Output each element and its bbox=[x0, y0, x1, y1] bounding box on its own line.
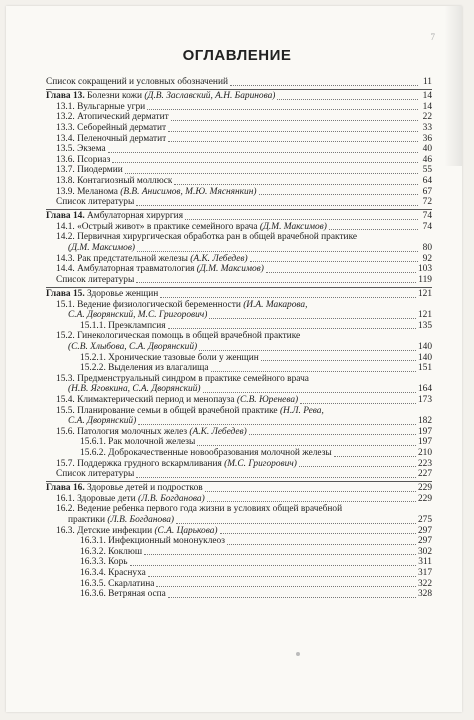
dot-leader bbox=[168, 140, 418, 142]
toc-entry-text bbox=[68, 243, 135, 254]
toc-subsection-entry[interactable] bbox=[46, 363, 432, 374]
toc-entry-text bbox=[80, 448, 332, 459]
toc-entry-text bbox=[56, 374, 309, 385]
toc-entry-text bbox=[80, 579, 154, 590]
toc-entry-text bbox=[80, 321, 166, 332]
page-number: 121 bbox=[417, 310, 432, 321]
toc-section-entry[interactable] bbox=[46, 243, 432, 254]
toc-entry-text bbox=[80, 589, 166, 600]
dot-leader bbox=[156, 585, 416, 587]
dot-leader bbox=[209, 317, 416, 319]
entry-authors: С.А. Дворянский, М.С. Григорович) bbox=[68, 310, 208, 321]
page-number: 64 bbox=[422, 175, 432, 186]
toc-entry-text bbox=[56, 406, 324, 417]
toc-entry-text bbox=[56, 427, 247, 438]
toc-section-entry[interactable] bbox=[46, 197, 432, 208]
toc-section-entry[interactable] bbox=[46, 112, 432, 123]
toc-section-entry[interactable] bbox=[46, 264, 432, 275]
page-number: 14 bbox=[422, 101, 432, 112]
page-number: 311 bbox=[418, 557, 432, 568]
dot-leader bbox=[261, 359, 416, 361]
toc-section-entry[interactable] bbox=[46, 187, 432, 198]
toc-chapter-entry[interactable] bbox=[46, 289, 432, 300]
dot-leader bbox=[171, 119, 418, 121]
dot-leader bbox=[259, 193, 418, 195]
page-number: 14 bbox=[422, 91, 432, 102]
page-number: 229 bbox=[417, 483, 432, 494]
chapter-number: Глава 14. bbox=[46, 211, 85, 222]
toc-entry-text bbox=[56, 254, 248, 265]
section-divider bbox=[46, 287, 432, 288]
toc-section-entry[interactable] bbox=[46, 526, 432, 537]
entry-title: 16.3.1. Инфекционный мононуклеоз bbox=[80, 536, 225, 547]
page-number: 223 bbox=[417, 458, 432, 469]
chapter-number: Глава 15. bbox=[46, 289, 85, 300]
section-divider bbox=[46, 481, 432, 482]
entry-title: 13.6. Псориаз bbox=[56, 154, 111, 165]
dot-leader bbox=[197, 444, 416, 446]
page-number: 229 bbox=[417, 493, 432, 504]
toc-section-entry[interactable] bbox=[46, 254, 432, 265]
toc-subsection-entry[interactable] bbox=[46, 557, 432, 568]
toc-subsection-entry[interactable] bbox=[46, 448, 432, 459]
page-number: 22 bbox=[422, 112, 432, 123]
page-number: 227 bbox=[417, 469, 432, 480]
toc-section-entry[interactable] bbox=[46, 406, 432, 417]
toc-entry-text bbox=[56, 264, 264, 275]
entry-title: Список литературы bbox=[56, 469, 135, 480]
toc-entry-text bbox=[68, 310, 207, 321]
entry-title: 15.6.1. Рак молочной железы bbox=[80, 437, 196, 448]
dot-leader bbox=[250, 260, 418, 262]
page-number: 317 bbox=[417, 568, 432, 579]
entry-title: 16.3.3. Корь bbox=[80, 557, 128, 568]
entry-authors: (М.С. Григорович) bbox=[224, 458, 297, 469]
page-title: ОГЛАВЛЕНИЕ bbox=[182, 47, 292, 64]
dot-leader bbox=[205, 490, 416, 492]
entry-title: 15.2.1. Хронические тазовые боли у женщин bbox=[80, 352, 259, 363]
dot-leader bbox=[207, 500, 416, 502]
toc-entry-text bbox=[56, 144, 106, 155]
entry-title: 15.3. Предменструальный синдром в практике семейного врача bbox=[56, 373, 309, 384]
toc-entry-text bbox=[56, 494, 205, 505]
toc-entry-text bbox=[68, 384, 201, 395]
entry-title: 14.1. «Острый живот» в практике семейного врача bbox=[56, 221, 260, 232]
toc-section-entry[interactable] bbox=[46, 427, 432, 438]
toc-subsection-entry[interactable] bbox=[46, 547, 432, 558]
toc-entry-text bbox=[80, 353, 259, 364]
toc-entry-text bbox=[56, 187, 257, 198]
dot-leader bbox=[185, 218, 418, 220]
page-number: 140 bbox=[417, 352, 432, 363]
toc-entry-text bbox=[56, 232, 357, 243]
page-number: 197 bbox=[417, 426, 432, 437]
page-number-mark: 7 bbox=[430, 32, 436, 42]
dot-leader bbox=[211, 370, 416, 372]
page-number: 33 bbox=[422, 122, 432, 133]
toc-subsection-entry[interactable] bbox=[46, 353, 432, 364]
entry-title: 16.3.5. Скарлатина bbox=[80, 578, 155, 589]
entry-title: 16.3.6. Ветряная оспа bbox=[80, 589, 166, 600]
entry-authors: (Д.М. Максимов) bbox=[196, 264, 264, 275]
toc-section-entry[interactable] bbox=[46, 469, 432, 480]
page-number: 173 bbox=[417, 394, 432, 405]
toc-chapter-entry[interactable] bbox=[46, 77, 432, 88]
toc-entry-text bbox=[56, 102, 145, 113]
chapter-number: Глава 13. bbox=[46, 91, 85, 102]
toc-entry-text bbox=[68, 342, 197, 353]
entry-authors: (Л.В. Богданова) bbox=[138, 493, 205, 504]
entry-title: 13.8. Контагиозный моллюск bbox=[56, 175, 173, 186]
toc-section-entry[interactable] bbox=[46, 515, 432, 526]
dot-leader bbox=[136, 476, 416, 478]
entry-title: 16.1. Здоровые дети bbox=[56, 493, 139, 504]
toc-entry-text bbox=[56, 222, 327, 233]
entry-authors: С.А. Дворянский) bbox=[68, 416, 137, 427]
toc-entry-text bbox=[56, 112, 169, 123]
toc-entry-text bbox=[56, 134, 166, 145]
dot-leader bbox=[249, 433, 416, 435]
toc-section-entry[interactable] bbox=[46, 374, 432, 385]
entry-title: Список литературы bbox=[56, 274, 135, 285]
dot-leader bbox=[266, 271, 416, 273]
toc-section-entry[interactable] bbox=[46, 123, 432, 134]
toc-entry-text bbox=[56, 165, 123, 176]
dot-leader bbox=[168, 130, 418, 132]
entry-authors: (И.А. Макарова, bbox=[243, 299, 308, 310]
toc-section-entry[interactable] bbox=[46, 504, 432, 515]
entry-title: 15.7. Поддержка грудного вскармливания bbox=[56, 458, 225, 469]
toc-chapter-entry[interactable] bbox=[46, 211, 432, 222]
page-number: 36 bbox=[422, 133, 432, 144]
toc-entry-text bbox=[80, 547, 142, 558]
entry-title: 13.2. Атопический дерматит bbox=[56, 112, 169, 123]
page-number: 11 bbox=[422, 77, 432, 87]
entry-title: 15.2. Гинекологическая помощь в общей врачебной практике bbox=[56, 331, 301, 342]
section-divider bbox=[46, 209, 432, 210]
entry-title: 15.6.2. Доброкачественные новообразования молочной железы bbox=[80, 447, 332, 458]
toc-entry-text bbox=[56, 300, 307, 311]
entry-title: 13.4. Пеленочный дерматит bbox=[56, 133, 167, 144]
toc-subsection-entry[interactable] bbox=[46, 536, 432, 547]
dot-leader bbox=[137, 250, 418, 252]
page-number: 135 bbox=[417, 320, 432, 331]
toc-subsection-entry[interactable] bbox=[46, 589, 432, 600]
page-number: 92 bbox=[422, 253, 432, 264]
toc-entry-text bbox=[80, 363, 209, 374]
toc-section-entry[interactable] bbox=[46, 459, 432, 470]
entry-title: Амбулаторная хирургия bbox=[84, 211, 184, 222]
entry-title: Болезни кожи bbox=[84, 91, 145, 102]
entry-title: Список литературы bbox=[56, 197, 135, 208]
toc-entry-text bbox=[46, 289, 158, 300]
dot-leader bbox=[300, 402, 416, 404]
toc-section-entry[interactable] bbox=[46, 232, 432, 243]
page-curl-shadow bbox=[444, 6, 462, 166]
entry-title: 16.2. Ведение ребенка первого года жизни в условиях общей врачебной bbox=[56, 504, 343, 515]
dot-leader bbox=[277, 98, 418, 100]
dot-leader bbox=[108, 151, 418, 153]
entry-authors: (Н.В. Яговкина, С.А. Дворянский) bbox=[68, 384, 201, 395]
toc-entry-text bbox=[80, 437, 195, 448]
toc-entry-text bbox=[56, 459, 297, 470]
toc-section-entry[interactable] bbox=[46, 155, 432, 166]
toc-section-entry[interactable] bbox=[46, 275, 432, 286]
toc-section-entry[interactable] bbox=[46, 102, 432, 113]
toc-entry-text bbox=[56, 176, 172, 187]
toc-subsection-entry[interactable] bbox=[46, 437, 432, 448]
page-number: 119 bbox=[418, 274, 432, 285]
entry-authors: (Д.В. Заславский, А.Н. Баринова) bbox=[144, 91, 276, 102]
entry-title: 13.9. Меланома bbox=[56, 186, 121, 197]
toc-subsection-entry[interactable] bbox=[46, 568, 432, 579]
toc-entry-text bbox=[68, 515, 174, 526]
toc-entry-text bbox=[46, 77, 228, 88]
entry-title: 15.1.1. Преэклампсия bbox=[80, 320, 166, 331]
dot-leader bbox=[147, 108, 418, 110]
dot-leader bbox=[112, 161, 418, 163]
page-number: 140 bbox=[417, 341, 432, 352]
page-number: 322 bbox=[417, 578, 432, 589]
entry-authors: (С.В. Юренева) bbox=[236, 394, 299, 405]
toc-section-entry[interactable] bbox=[46, 395, 432, 406]
toc-entry-text bbox=[80, 557, 128, 568]
page-number: 164 bbox=[417, 384, 432, 395]
entry-title: 13.5. Экзема bbox=[56, 144, 106, 155]
entry-title: 13.7. Пиодермии bbox=[56, 165, 123, 176]
toc-entry-text bbox=[56, 197, 134, 208]
entry-title: 16.3. Детские инфекции bbox=[56, 525, 155, 536]
toc-entry-text bbox=[56, 331, 300, 342]
toc-entry-text bbox=[80, 568, 146, 579]
toc-subsection-entry[interactable] bbox=[46, 321, 432, 332]
table-of-contents bbox=[46, 77, 432, 600]
toc-entry-text bbox=[56, 395, 298, 406]
page-number: 328 bbox=[417, 589, 432, 600]
entry-title: Здоровье женщин bbox=[84, 289, 159, 300]
page-number: 74 bbox=[422, 221, 432, 232]
dot-leader bbox=[136, 204, 418, 206]
entry-authors: (Н.Л. Рева, bbox=[279, 405, 324, 416]
entry-title: 13.3. Себорейный дерматит bbox=[56, 122, 167, 133]
toc-section-entry[interactable] bbox=[46, 134, 432, 145]
entry-authors: (С.А. Царькова) bbox=[154, 525, 218, 536]
entry-authors: (Д.М. Максимов) bbox=[259, 221, 327, 232]
page-number: 103 bbox=[417, 264, 432, 275]
entry-authors: (Д.М. Максимов) bbox=[68, 243, 136, 254]
toc-entry-text bbox=[56, 504, 342, 515]
entry-authors: (Л.В. Богданова) bbox=[107, 515, 175, 526]
toc-section-entry[interactable] bbox=[46, 310, 432, 321]
page-number: 151 bbox=[417, 363, 432, 374]
entry-title: 13.1. Вульгарные угри bbox=[56, 101, 146, 112]
toc-section-entry[interactable] bbox=[46, 494, 432, 505]
toc-entry-text bbox=[46, 483, 203, 494]
dot-leader bbox=[125, 172, 418, 174]
dot-leader bbox=[130, 564, 417, 566]
toc-entry-text bbox=[68, 416, 136, 427]
page-number: 302 bbox=[417, 546, 432, 557]
toc-chapter-entry[interactable] bbox=[46, 483, 432, 494]
toc-section-entry[interactable] bbox=[46, 165, 432, 176]
dot-leader bbox=[329, 228, 418, 230]
toc-section-entry[interactable] bbox=[46, 222, 432, 233]
toc-entry-text bbox=[56, 275, 134, 286]
entry-title: Список сокращений и условных обозначений bbox=[46, 77, 228, 87]
dot-leader bbox=[199, 349, 416, 351]
entry-title: 16.3.4. Краснуха bbox=[80, 568, 146, 579]
toc-section-entry[interactable] bbox=[46, 342, 432, 353]
toc-entry-text bbox=[56, 526, 218, 537]
entry-title: 16.3.2. Коклюш bbox=[80, 546, 143, 557]
dot-leader bbox=[168, 327, 416, 329]
toc-section-entry[interactable] bbox=[46, 176, 432, 187]
toc-section-entry[interactable] bbox=[46, 300, 432, 311]
toc-entry-text bbox=[56, 469, 134, 480]
entry-authors: (В.В. Анисимов, М.Ю. Мяснянкин) bbox=[120, 186, 257, 197]
entry-title: 15.5. Планирование семьи в общей врачебной практике bbox=[56, 405, 280, 416]
page-number: 210 bbox=[417, 447, 432, 458]
page-number: 182 bbox=[417, 416, 432, 427]
toc-entry-text bbox=[46, 211, 183, 222]
entry-title: 15.1. Ведение физиологической беременности bbox=[56, 299, 244, 310]
toc-section-entry[interactable] bbox=[46, 331, 432, 342]
page-number: 72 bbox=[422, 197, 432, 208]
dot-leader bbox=[220, 532, 416, 534]
toc-subsection-entry[interactable] bbox=[46, 579, 432, 590]
dot-leader bbox=[136, 281, 416, 283]
entry-title: практики bbox=[68, 515, 108, 526]
entry-title: 14.4. Амбулаторная травматология bbox=[56, 264, 197, 275]
entry-title: 15.4. Климактерический период и менопауза bbox=[56, 394, 237, 405]
toc-section-entry[interactable] bbox=[46, 416, 432, 427]
dot-leader bbox=[148, 575, 416, 577]
page-number: 55 bbox=[422, 165, 432, 176]
dot-leader bbox=[203, 391, 416, 393]
page-number: 297 bbox=[417, 536, 432, 547]
dot-leader bbox=[160, 296, 416, 298]
chapter-number: Глава 16. bbox=[46, 483, 85, 494]
dot-leader bbox=[168, 596, 416, 598]
dot-leader bbox=[299, 465, 416, 467]
toc-chapter-entry[interactable] bbox=[46, 91, 432, 102]
toc-entry-text bbox=[46, 91, 275, 102]
page-number: 197 bbox=[417, 437, 432, 448]
toc-entry-text bbox=[80, 536, 225, 547]
section-divider bbox=[46, 89, 432, 90]
toc-section-entry[interactable] bbox=[46, 384, 432, 395]
toc-entry-text bbox=[56, 123, 166, 134]
dot-leader bbox=[144, 553, 416, 555]
entry-title: 15.2.2. Выделения из влагалища bbox=[80, 363, 209, 374]
dot-leader bbox=[230, 84, 418, 86]
page-number: 80 bbox=[422, 243, 432, 254]
dot-leader bbox=[334, 455, 416, 457]
toc-section-entry[interactable] bbox=[46, 144, 432, 155]
speck-mark bbox=[296, 652, 300, 656]
dot-leader bbox=[174, 183, 418, 185]
entry-authors: (А.К. Лебедев) bbox=[189, 426, 247, 437]
page-number: 74 bbox=[422, 211, 432, 222]
page-number: 297 bbox=[417, 525, 432, 536]
entry-title: 14.2. Первичная хирургическая обработка ран в общей врачебной практике bbox=[56, 232, 358, 243]
dot-leader bbox=[138, 423, 416, 425]
entry-title: Здоровье детей и подростков bbox=[84, 483, 203, 494]
toc-entry-text bbox=[56, 155, 110, 166]
page-number: 67 bbox=[422, 186, 432, 197]
page-number: 40 bbox=[422, 144, 432, 155]
page-number: 275 bbox=[417, 515, 432, 526]
page-number: 46 bbox=[422, 154, 432, 165]
entry-authors: (А.К. Лебедев) bbox=[190, 253, 248, 264]
entry-title: 14.3. Рак предстательной железы bbox=[56, 253, 191, 264]
entry-authors: (С.В. Хлыбова, С.А. Дворянский) bbox=[68, 341, 198, 352]
dot-leader bbox=[227, 543, 416, 545]
dot-leader bbox=[176, 522, 416, 524]
page-number: 121 bbox=[417, 289, 432, 300]
entry-title: 15.6. Патология молочных желез bbox=[56, 426, 190, 437]
